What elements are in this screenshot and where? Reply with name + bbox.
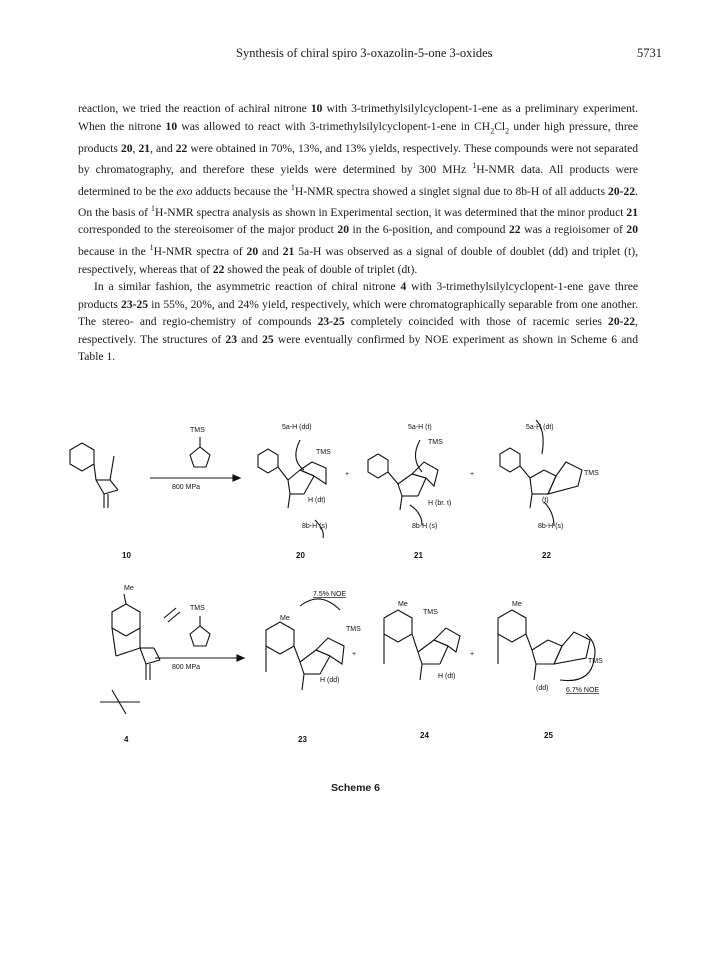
text-run: under high pressure, three products: [78, 119, 638, 155]
text-run: H-NMR spectra of: [153, 244, 247, 258]
text-run: ,: [132, 141, 139, 155]
h-label-dd-25: (dd): [536, 685, 549, 692]
tms-label-1: TMS: [190, 427, 205, 434]
structure-24: [384, 610, 460, 680]
text-run: 20: [120, 141, 133, 155]
text-run: 21: [138, 141, 151, 155]
tms-label-25: TMS: [588, 658, 603, 665]
h-label-t-22: (t): [542, 497, 549, 504]
tms-label-23: TMS: [346, 626, 361, 633]
structure-21: [368, 440, 438, 525]
text-run: was allowed to react with 3-trimethylsilylcyclopent-1-ene in CH: [177, 119, 491, 133]
text-run: showed the peak of double of triplet (dt).: [224, 262, 418, 276]
text-run: 2: [490, 125, 495, 135]
h-label-dt-20: H (dt): [308, 497, 326, 504]
text-run: 1: [472, 161, 477, 171]
text-run: exo: [176, 184, 193, 198]
text-run: 22: [175, 141, 188, 155]
text-run: were obtained in 70%, 13%, and 13% yields, respectively. These compounds were not separated by chromatography, and therefore these yields were determined by 300 MHz: [78, 141, 639, 176]
text-run: in the 6-position, and compound: [348, 223, 509, 237]
text-run: adducts because the: [192, 184, 291, 198]
text-run: 21: [626, 205, 638, 219]
text-run: and: [237, 332, 263, 346]
plus-2: +: [470, 471, 475, 478]
text-run: with 3-trimethylsilylcyclopent-1-ene as a preliminary experiment. When the nitrone: [78, 102, 638, 133]
text-run: H-NMR data. All products were determined to be the: [78, 162, 638, 198]
text-run: in 55%, 20%, and 24% yield, respectively, which were chromatographically separable from one another. The stereo- and regio-chemistry of compounds: [78, 297, 639, 329]
text-run: H-NMR spectra showed a singlet signal due to 8b-H of all adducts: [294, 184, 609, 198]
text-run: 22: [212, 262, 225, 276]
me-label-24: Me: [398, 601, 408, 608]
text-run: reaction, we tried the reaction of achiral nitrone: [78, 102, 311, 115]
text-run: 23: [225, 332, 237, 346]
text-run: 10: [310, 102, 323, 115]
tms-label-2: TMS: [190, 605, 205, 612]
plus-4: +: [470, 651, 475, 658]
text-run: 5a-H was observed as a signal of double of doublet (dd) and triplet (t), respectively, whereas that of: [78, 244, 638, 276]
running-title: Synthesis of chiral spiro 3-oxazolin-5-one 3-oxides: [236, 46, 493, 60]
h-label-dd-23: H (dd): [320, 677, 340, 684]
pressure-label-1: 800 MPa: [172, 484, 201, 491]
structure-10: [70, 443, 118, 508]
plus-1: +: [345, 471, 350, 478]
tms-label-21: TMS: [428, 439, 443, 446]
signal-8b-s-1: 8b-H (s): [302, 523, 328, 530]
text-run: . On the basis of: [78, 184, 638, 219]
tms-label-24: TMS: [423, 609, 438, 616]
text-run: 23-25: [121, 297, 149, 311]
reagent-cyclopentene-2: [190, 616, 210, 646]
text-run: 20: [626, 223, 638, 237]
tms-label-22: TMS: [584, 470, 599, 477]
scheme-caption: Scheme 6: [330, 782, 381, 794]
me-label-25: Me: [512, 601, 522, 608]
text-run: 23-25: [317, 315, 345, 329]
text-run: with 3-trimethylsilylcyclopent-1-ene gave three products: [78, 280, 638, 311]
text-run: 20-22: [608, 315, 636, 329]
compound-label-10: 10: [122, 551, 131, 560]
text-run: were eventually confirmed by NOE experiment as shown in Scheme 6 and Table 1.: [78, 332, 638, 364]
me-label-23: Me: [280, 615, 290, 622]
text-run: 2: [505, 125, 510, 135]
compound-label-24: 24: [420, 731, 429, 740]
text-run: because in the: [78, 244, 150, 258]
pressure-label-2: 800 MPa: [172, 664, 201, 671]
text-run: completely coincided with those of racemic series: [344, 315, 609, 329]
text-run: , respectively. The structures of: [78, 315, 638, 346]
structure-4: [100, 594, 180, 714]
text-run: Cl: [494, 119, 506, 133]
text-run: was a regioisomer of: [520, 223, 627, 237]
text-run: In a similar fashion, the asymmetric reaction of chiral nitrone: [94, 280, 401, 294]
text-run: , and: [150, 141, 176, 155]
text-run: 1: [149, 243, 154, 253]
text-run: 20-22: [608, 184, 636, 198]
noe-label-23: 7.5% NOE: [313, 591, 347, 598]
text-run: 1: [290, 182, 295, 192]
signal-8b-s-2: 8b-H (s): [412, 523, 438, 530]
text-run: 21: [282, 244, 295, 258]
compound-label-4: 4: [124, 735, 129, 744]
text-run: 4: [400, 280, 407, 294]
structure-22: [500, 420, 582, 526]
text-run: 20: [246, 244, 259, 258]
signal-5a-dt: 5a-H (dt): [526, 424, 554, 431]
noe-label-25: 6.7% NOE: [566, 687, 600, 694]
signal-8b-s-3: 8b-H (s): [538, 523, 564, 530]
text-run: H-NMR spectra analysis as shown in Experimental section, it was determined that the minor product: [154, 205, 627, 219]
compound-label-25: 25: [544, 731, 553, 740]
h-label-brt-21: H (br. t): [428, 500, 452, 507]
text-run: 22: [508, 223, 521, 237]
plus-3: +: [352, 651, 357, 658]
reagent-cyclopentene-1: [190, 437, 210, 467]
signal-5a-t: 5a-H (t): [408, 424, 432, 431]
text-run: corresponded to the stereoisomer of the major product: [78, 223, 338, 237]
me-label-4: Me: [124, 585, 134, 592]
tms-label-20: TMS: [316, 449, 331, 456]
text-run: 10: [165, 119, 178, 133]
text-run: 25: [262, 332, 274, 346]
h-label-dt-24: H (dt): [438, 673, 456, 680]
compound-label-21: 21: [414, 551, 423, 560]
compound-label-20: 20: [296, 551, 305, 560]
compound-label-22: 22: [542, 551, 551, 560]
signal-5a-dd: 5a-H (dd): [282, 424, 312, 431]
text-run: 20: [337, 223, 349, 237]
page-number: 5731: [637, 46, 662, 60]
text-run: 1: [150, 204, 155, 213]
text-run: and: [258, 244, 283, 258]
compound-label-23: 23: [298, 735, 307, 744]
structure-25: [498, 610, 595, 681]
